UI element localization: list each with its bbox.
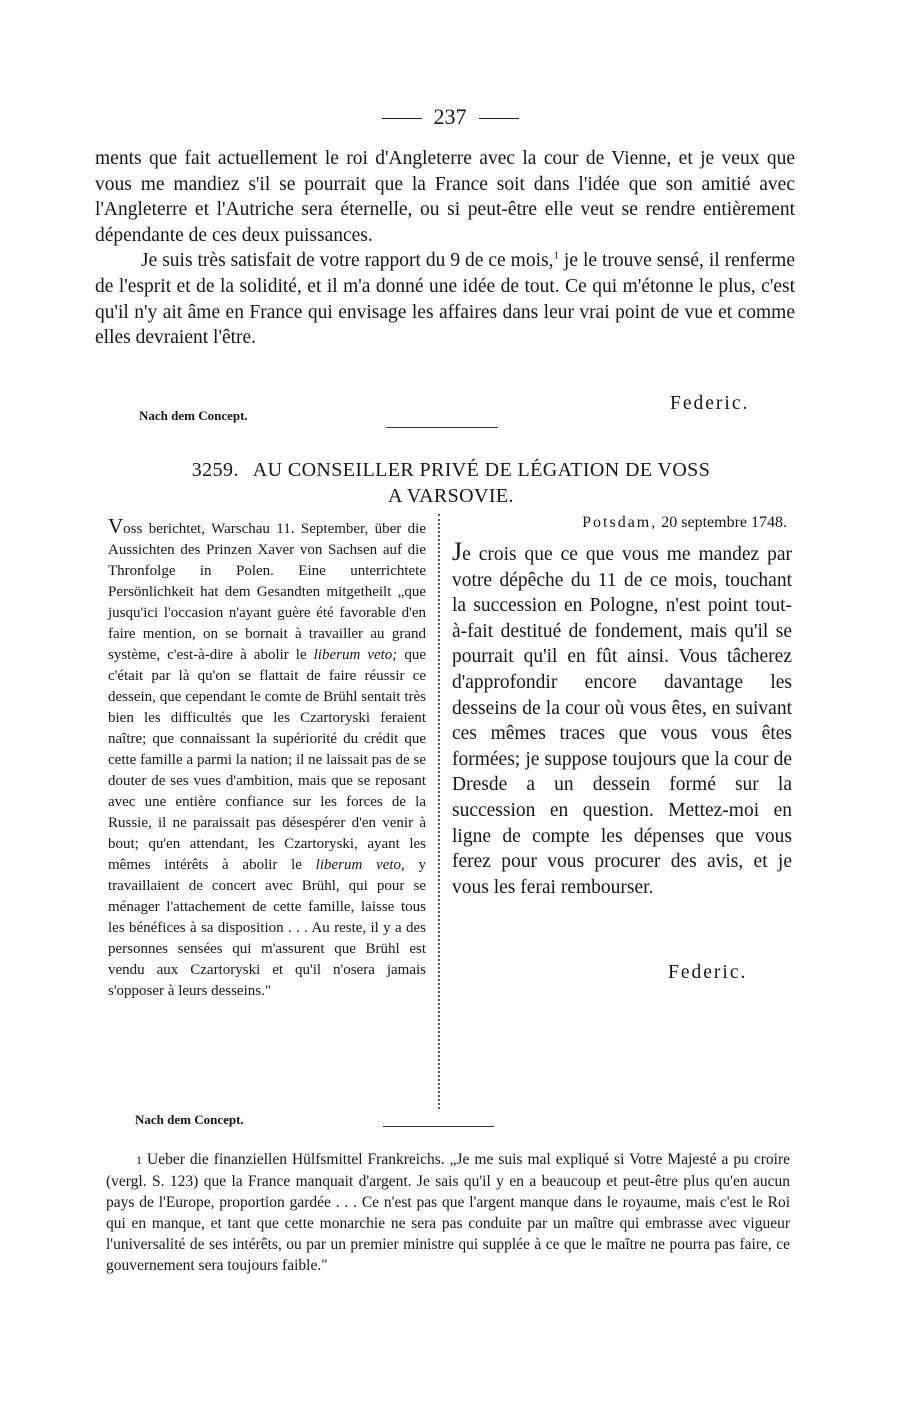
page-number: 237 — [433, 104, 467, 129]
dateline-date: 20 septembre 1748. — [657, 514, 787, 531]
summary-text-3: y travaillaient de concert avec Brühl, qui pour se ménager l'attachement de cette famille, laisse tous les bénéfices à sa disposition . . . Au reste, il y a des personnes sensées qui m'assurent que Brühl est vendu aux Czartoryski et qu'il n'osera jamais s'opposer à leurs desseins." — [108, 857, 426, 999]
footnote-paragraph — [106, 1149, 790, 1276]
footnote-text: Ueber die finanziellen Hülfsmittel Frankreichs. „Je me suis mal expliqué si Votre Majesté a pu croire (vergl. S. 123) que la France manquait d'argent. Je sais qu'il y en a beaucoup et peut-être plus qu'en aucun pays de l'Europe, proportion gardée . . . Ce n'est pas que l'argent manque dans le royaume, mais c'est le Roi qui en manque, et tant que cette monarchie ne sera pas conduite par un maître qui embrasse avec vigueur l'universalité de ses intérêts, ou par un premier ministre qui supplée à ce que le maître ne pourra pas faire, ce gouvernement sera toujours faible." — [106, 1151, 790, 1274]
source-note-top: Nach dem Concept. — [139, 408, 248, 423]
summary-term-1: liberum veto; — [313, 647, 398, 663]
header-dash-left — [382, 118, 422, 119]
signature-top: Federic. — [670, 393, 750, 414]
paragraph-2-start: Je suis très satisfait de votre rapport du 9 de ce mois, — [141, 250, 554, 272]
letter-initial: J — [452, 537, 463, 566]
summary-initial: V — [108, 514, 124, 538]
paragraph-2 — [95, 248, 795, 350]
dateline — [452, 511, 787, 535]
summary-text-1: oss berichtet, Warschau 11. September, über die Aussichten des Prinzen Xaver von Sachsen auf die Thronfolge in Polen. Eine unterrichtete Persönlichkeit hat dem Gesandten mitgetheilt „que jusqu'ici l'occasion n'ayant guère été favorable d'en faire mention, on se bornait à travailler au grand système, c'est-à-dire à abolir le — [108, 521, 426, 663]
section-rule-bottom — [383, 1126, 494, 1127]
footnote-reference: 1 — [553, 249, 559, 262]
letter-number: 3259. — [191, 459, 239, 481]
dateline-place: Potsdam, — [582, 514, 658, 531]
signature-letter: Federic. — [668, 962, 748, 983]
summary-column — [108, 516, 426, 1002]
summary-text-2: que c'était par là qu'on se flattait de faire réussir ce dessein, que cependant le comte de Brühl sentait très bien les difficultés que les Czartoryski feraient naître; que connaissant la supériorité du crédit que cette famille a parmi la nation; il ne laissait pas de se douter de ses vues d'ambition, mais que se reposant avec une entière confiance sur les forces de la Russie, il ne paraissait pas désespérer d'en venir à bout; qu'en attendant, les Czartoryski, ayant les mêmes intérêts à abolir le — [108, 647, 426, 873]
footnote — [106, 1149, 790, 1276]
paragraph-1: ments que fait actuellement le roi d'Angleterre avec la cour de Vienne, et je veux que vous me mandiez s'il se pourrait que la France soit dans l'idée que son amitié avec l'Angleterre et l'Autriche sera éternelle, ou si peut-être elle veut se rendre entièrement dépendante de ces deux puissances. — [95, 148, 795, 246]
letter-heading-line-2: A VARSOVIE. — [388, 485, 514, 507]
page-header — [0, 103, 900, 131]
letter-heading-line-1 — [95, 457, 807, 483]
letter-title: AU CONSEILLER PRIVÉ DE LÉGATION DE VOSS — [252, 459, 711, 481]
paragraph-2-end: je le trouve sensé, il renferme de l'esprit et de la solidité, et il m'a donné une idée de tout. Ce qui m'étonne le plus, c'est qu'il n'y ait âme en France qui envisage les affaires dans leur vrai point de vue et comme elles devraient l'être. — [95, 250, 795, 349]
continued-letter-text — [95, 146, 795, 351]
header-dash-right — [479, 118, 519, 119]
letter-body — [452, 539, 792, 900]
source-note-letter: Nach dem Concept. — [135, 1112, 244, 1127]
summary-term-2: liberum veto, — [315, 857, 405, 873]
section-rule-top — [386, 427, 498, 428]
letter-heading — [95, 457, 807, 509]
footnote-mark: 1 — [136, 1153, 142, 1167]
letter-text: e crois que ce que vous me mandez par votre dépêche du 11 de ce mois, touchant la succession en Pologne, n'est point tout-à-fait destitué de fondement, mais qu'il se pourrait qu'il en fût ainsi. Vous tâcherez d'approfondir encore davantage les desseins de la cour où vous êtes, en suivant ces mêmes traces que vous vous êtes formées; je suppose toujours que la cour de Dresde a un dessein formé sur la succession en question. Mettez-moi en ligne de compte les dépenses que vous ferez pour vous procurer des avis, et je vous les ferai rembourser. — [452, 544, 792, 898]
column-divider — [438, 514, 440, 1109]
